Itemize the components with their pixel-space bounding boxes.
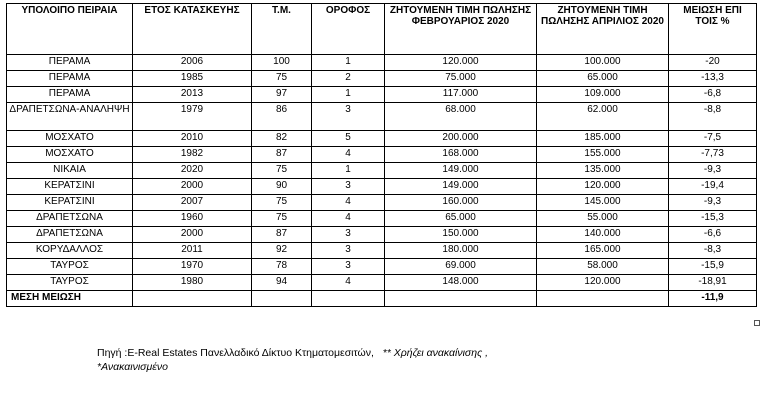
cell-reduction: -9,3 [669,163,757,179]
table-row [7,87,757,103]
cell-floor: 2 [312,71,385,87]
cell-sqm: 82 [252,131,312,147]
cell-reduction: -20 [669,55,757,71]
summary-empty-cell [537,291,669,307]
cell-year: 1960 [133,211,252,227]
cell-floor: 3 [312,227,385,243]
cell-floor: 4 [312,275,385,291]
table-row [7,163,757,179]
cell-sqm: 75 [252,163,312,179]
cell-price-apr: 165.000 [537,243,669,259]
cell-year: 2011 [133,243,252,259]
cell-price-feb: 68.000 [385,103,537,131]
cell-area: ΚΕΡΑΤΣΙΝΙ [7,179,133,195]
cell-price-feb: 200.000 [385,131,537,147]
cell-area: ΠΕΡΑΜΑ [7,55,133,71]
cell-price-feb: 149.000 [385,179,537,195]
table-body [7,55,757,307]
cell-price-apr: 65.000 [537,71,669,87]
summary-row [7,291,757,307]
cell-year: 2010 [133,131,252,147]
summary-empty-cell [312,291,385,307]
summary-empty-cell [252,291,312,307]
cell-price-apr: 140.000 [537,227,669,243]
cell-sqm: 86 [252,103,312,131]
cell-reduction: -15,9 [669,259,757,275]
cell-sqm: 87 [252,147,312,163]
cell-area: ΜΟΣΧΑΤΟ [7,131,133,147]
cell-price-apr: 185.000 [537,131,669,147]
cell-year: 2013 [133,87,252,103]
cell-reduction: -9,3 [669,195,757,211]
header-price-april: ΖΗΤΟΥΜΕΝΗ ΤΙΜΗ ΠΩΛΗΣΗΣ ΑΠΡΙΛΙΟΣ 2020 [537,4,669,55]
cell-price-feb: 168.000 [385,147,537,163]
header-floor: ΟΡΟΦΟΣ [312,4,385,55]
cell-price-apr: 62.000 [537,103,669,131]
cell-year: 1985 [133,71,252,87]
cell-area: ΤΑΥΡΟΣ [7,259,133,275]
cell-year: 1980 [133,275,252,291]
summary-label: ΜΕΣΗ ΜΕΙΩΣΗ [7,291,133,307]
cell-floor: 1 [312,87,385,103]
cell-price-apr: 120.000 [537,275,669,291]
cell-price-feb: 120.000 [385,55,537,71]
summary-empty-cell [385,291,537,307]
cell-area: ΜΟΣΧΑΤΟ [7,147,133,163]
cell-reduction: -7,73 [669,147,757,163]
table-row [7,243,757,259]
summary-empty-cell [133,291,252,307]
cell-reduction: -18,91 [669,275,757,291]
note-renovated: *Ανακαινισμένο [97,361,168,373]
table-row [7,259,757,275]
cell-floor: 3 [312,103,385,131]
cell-area: ΚΟΡΥΔΑΛΛΟΣ [7,243,133,259]
table-row [7,195,757,211]
table-row [7,71,757,87]
cell-price-apr: 120.000 [537,179,669,195]
cell-year: 1970 [133,259,252,275]
header-construction-year: ΕΤΟΣ ΚΑΤΑΣΚΕΥΗΣ [133,4,252,55]
cell-area: ΠΕΡΑΜΑ [7,71,133,87]
note-renovation-needed: ** Χρήζει ανακαίνισης , [382,347,489,359]
cell-price-feb: 65.000 [385,211,537,227]
cell-reduction: -8,3 [669,243,757,259]
resize-handle-icon [754,320,760,326]
cell-reduction: -8,8 [669,103,757,131]
cell-area: ΔΡΑΠΕΤΣΩΝΑ [7,227,133,243]
cell-year: 2006 [133,55,252,71]
table-header-row [7,4,757,55]
cell-price-feb: 149.000 [385,163,537,179]
cell-year: 2007 [133,195,252,211]
cell-sqm: 94 [252,275,312,291]
price-comparison-table [6,3,757,307]
cell-reduction: -13,3 [669,71,757,87]
header-area: ΥΠΟΛΟΙΠΟ ΠΕΙΡΑΙΑ [7,4,133,55]
cell-area: ΚΕΡΑΤΣΙΝΙ [7,195,133,211]
cell-area: ΔΡΑΠΕΤΣΩΝΑ [7,211,133,227]
cell-floor: 4 [312,147,385,163]
cell-sqm: 100 [252,55,312,71]
cell-floor: 5 [312,131,385,147]
cell-year: 2000 [133,227,252,243]
cell-reduction: -7,5 [669,131,757,147]
table-row [7,275,757,291]
cell-price-apr: 135.000 [537,163,669,179]
source-text: Πηγή :E-Real Estates Πανελλαδικό Δίκτυο Κτηματομεσιτών, [97,347,374,359]
cell-floor: 1 [312,55,385,71]
cell-price-apr: 155.000 [537,147,669,163]
table-row [7,55,757,71]
cell-price-apr: 145.000 [537,195,669,211]
cell-floor: 1 [312,163,385,179]
source-note [97,346,488,374]
cell-price-feb: 75.000 [385,71,537,87]
cell-reduction: -6,6 [669,227,757,243]
cell-price-feb: 117.000 [385,87,537,103]
table-row [7,179,757,195]
header-square-meters: Τ.Μ. [252,4,312,55]
cell-area: ΤΑΥΡΟΣ [7,275,133,291]
cell-year: 1982 [133,147,252,163]
cell-price-apr: 58.000 [537,259,669,275]
table-row [7,103,757,131]
cell-reduction: -6,8 [669,87,757,103]
cell-price-feb: 180.000 [385,243,537,259]
cell-price-feb: 148.000 [385,275,537,291]
cell-reduction: -15,3 [669,211,757,227]
cell-reduction: -19,4 [669,179,757,195]
cell-sqm: 75 [252,195,312,211]
cell-price-apr: 109.000 [537,87,669,103]
header-reduction-percent: ΜΕΙΩΣΗ ΕΠΙ ΤΟΙΣ % [669,4,757,55]
cell-sqm: 97 [252,87,312,103]
cell-floor: 3 [312,243,385,259]
header-price-february: ΖΗΤΟΥΜΕΝΗ ΤΙΜΗ ΠΩΛΗΣΗΣ ΦΕΒΡΟΥΑΡΙΟΣ 2020 [385,4,537,55]
cell-sqm: 92 [252,243,312,259]
table-row [7,227,757,243]
cell-price-feb: 69.000 [385,259,537,275]
cell-sqm: 75 [252,211,312,227]
cell-floor: 3 [312,259,385,275]
cell-price-apr: 100.000 [537,55,669,71]
cell-year: 2020 [133,163,252,179]
cell-floor: 3 [312,179,385,195]
summary-value: -11,9 [669,291,757,307]
cell-floor: 4 [312,211,385,227]
cell-year: 1979 [133,103,252,131]
cell-sqm: 90 [252,179,312,195]
table-row [7,211,757,227]
cell-price-feb: 160.000 [385,195,537,211]
source-line [97,346,488,360]
table-row [7,147,757,163]
cell-price-feb: 150.000 [385,227,537,243]
cell-sqm: 78 [252,259,312,275]
cell-sqm: 75 [252,71,312,87]
cell-area: ΔΡΑΠΕΤΣΩΝΑ-ΑΝΑΛΗΨΗ [7,103,133,131]
cell-area: ΝΙΚΑΙΑ [7,163,133,179]
cell-floor: 4 [312,195,385,211]
cell-area: ΠΕΡΑΜΑ [7,87,133,103]
cell-price-apr: 55.000 [537,211,669,227]
cell-sqm: 87 [252,227,312,243]
table-row [7,131,757,147]
cell-year: 2000 [133,179,252,195]
